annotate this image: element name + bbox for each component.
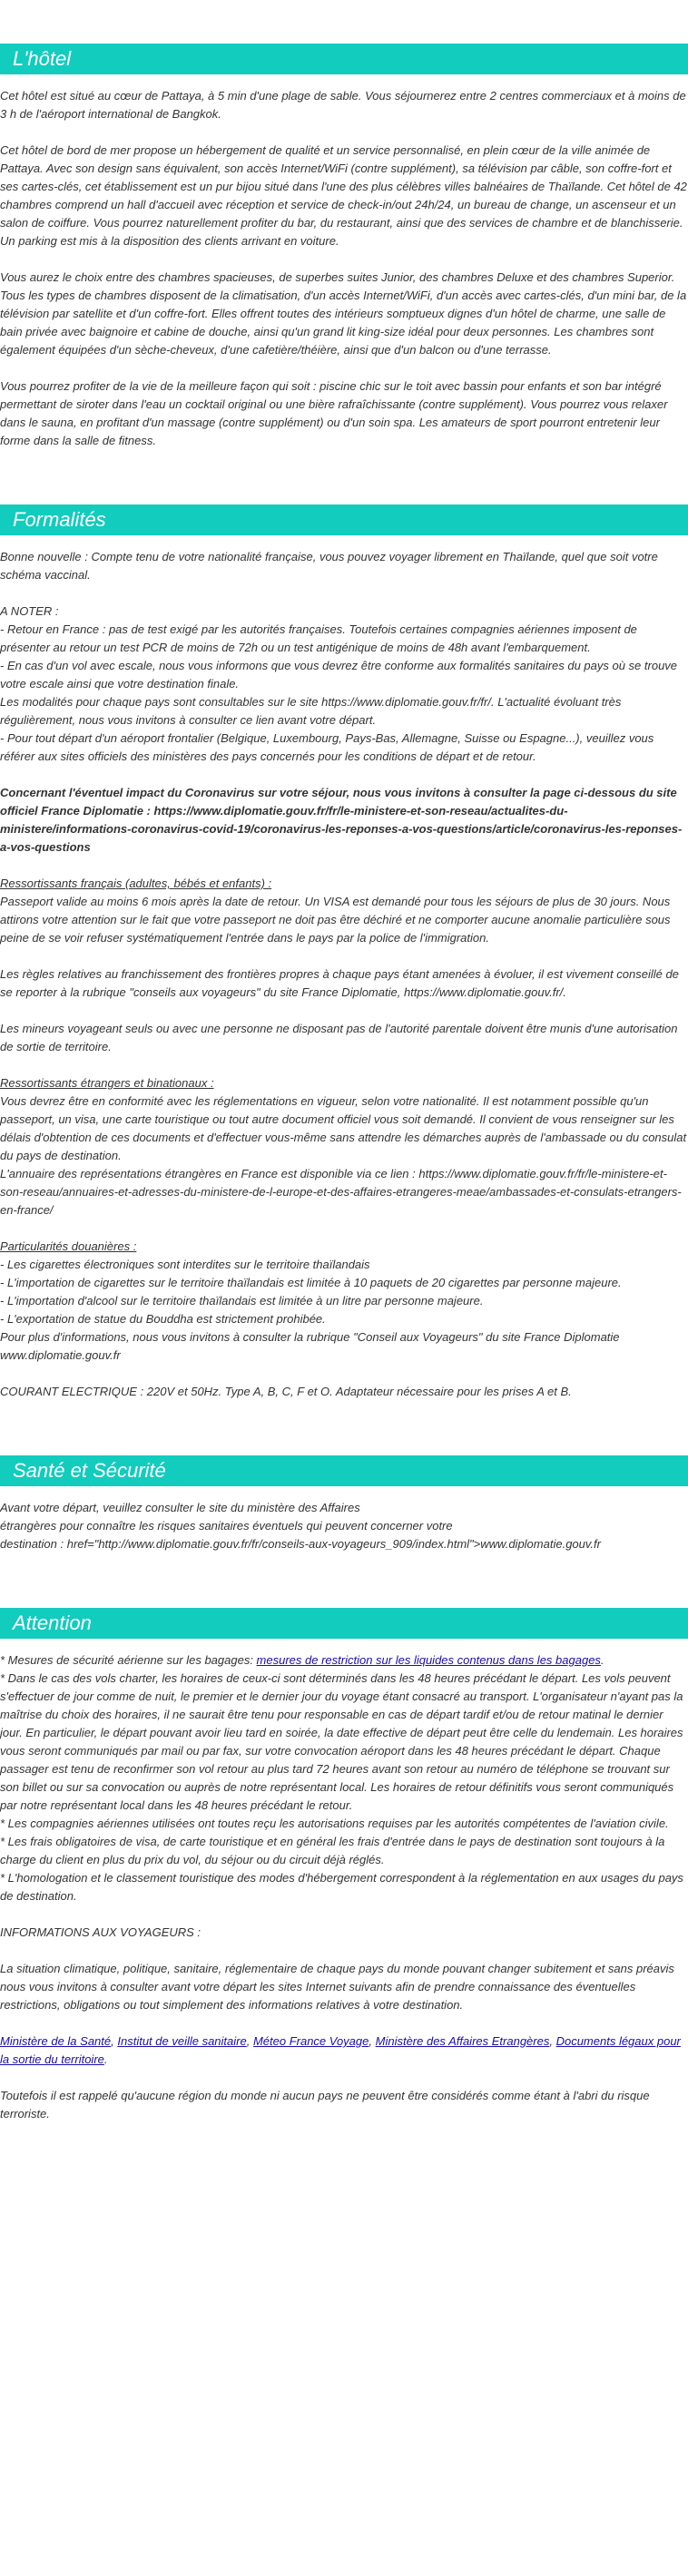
foreign-nationals-title: Ressortissants étrangers et binationaux :: [0, 1076, 214, 1090]
formalites-section-title: Formalités: [0, 504, 688, 535]
french-nationals-title: Ressortissants français (adultes, bébés et enfants) :: [0, 877, 272, 890]
customs-line: - L'importation d'alcool sur le territoire thaïlandais est limitée à un litre par personne majeure.: [0, 1294, 484, 1308]
border-rules-text: Les règles relatives au franchissement des frontières propres à chaque pays étant amenées à évoluer, il est vivement conseillé de se reporter à la rubrique "conseils aux voyageurs" du site France Diplomatie, https://www.diplomatie.gouv.fr/.: [0, 967, 679, 999]
note-line: Les modalités pour chaque pays sont consultables sur le site https://www.diplomatie.gouv.fr/fr/. L'actualité évoluant très régulièrement, nous vous invitons à consulter ce lien avant votre départ.: [0, 695, 622, 727]
terrorism-notice: Toutefois il est rappelé qu'aucune région du monde ni aucun pays ne peuvent être considérés comme étant à l'abri du risque terroriste.: [0, 2089, 650, 2121]
customs-title: Particularités douanières :: [0, 1239, 137, 1253]
sante-line: destination : href="http://www.diplomatie.gouv.fr/fr/conseils-aux-voyageurs_909/index.html">www.diplomatie.gouv.fr: [0, 1537, 601, 1551]
hotel-paragraph-4: Vous pourrez profiter de la vie de la meilleure façon qui soit : piscine chic sur le toit avec bassin pour enfants et son bar intégré permettant de siroter dans l'eau un cocktail original ou une bière rafraîchissante (contre supplément). Vous pourrez vous relaxer dans le sauna, en profitant d'un massage (contre supplément) ou d'un soin spa. Les amateurs de sport pourront entretenir leur forme dans la salle de fitness.: [0, 379, 668, 447]
link-documents-legaux[interactable]: Documents légaux pour la sortie du territoire: [0, 2034, 681, 2066]
foreign-directory-text: L'annuaire des représentations étrangères en France est disponible via ce lien : https://www.diplomatie.gouv.fr/fr/le-ministere-et-son-reseau/annuaires-et-adresses-du-ministere-de-l-europe-et-des-affaires-etrangeres-meae/ambassades-et-consulats-etrangers-en-france/: [0, 1167, 682, 1217]
link-ministere-sante[interactable]: Ministère de la Santé: [0, 2034, 112, 2048]
hotel-paragraph-2: Cet hôtel de bord de mer propose un hébergement de qualité et un service personnalisé, en plein cœur de la ville animée de Pattaya. Avec son design sans équivalent, son accès Internet/WiFi (contre supplément), sa télévision par câble, son coffre-fort et ses cartes-clés, cet établissement est un pur bijou situé dans l'une des plus célèbres villes balnéaires de Thaïlande. Cet hôtel de 42 chambres comprend un hall d'accueil avec réception et service de check-in/out 24h/24, un bureau de change, un ascenseur et un salon de coiffure. Vous pourrez naturellement profiter du bar, du restaurant, ainsi que des services de chambre et de blanchisserie. Un parking est mis à la disposition des clients arrivant en voiture.: [0, 143, 687, 248]
info-title: INFORMATIONS AUX VOYAGEURS :: [0, 1925, 201, 1939]
link-veille-sanitaire[interactable]: Institut de veille sanitaire: [117, 2034, 247, 2048]
customs-line: - L'importation de cigarettes sur le territoire thaïlandais est limitée à 10 paquets de 20 cigarettes par personne majeure.: [0, 1276, 622, 1289]
formalites-section: [0, 504, 688, 1401]
useful-links: Ministère de la Santé, Institut de veille sanitaire, Méteo France Voyage, Ministère des Affaires Etrangères, Documents légaux pour la sortie du territoire.: [0, 2034, 681, 2066]
formalites-intro: Bonne nouvelle : Compte tenu de votre nationalité française, vous pouvez voyager librement en Thaïlande, quel que soit votre schéma vaccinal.: [0, 550, 658, 582]
hotel-section: [0, 44, 688, 450]
minors-text: Les mineurs voyageant seuls ou avec une personne ne disposant pas de l'autorité parentale doivent être munis d'une autorisation de sortie de territoire.: [0, 1022, 678, 1053]
customs-line: - L'exportation de statue du Bouddha est strictement prohibée.: [0, 1312, 326, 1326]
sante-section: [0, 1455, 688, 1553]
attention-section: [0, 1608, 688, 2123]
customs-line: - Les cigarettes électroniques sont interdites sur le territoire thaïlandais: [0, 1258, 370, 1271]
fees-text: * Les frais obligatoires de visa, de carte touristique et en général les frais d'entrée dans le pays de destination sont toujours à la charge du client en plus du prix du vol, du séjour ou du circuit déjà réglés.: [0, 1835, 665, 1866]
covid-notice: Concernant l'éventuel impact du Coronavirus sur votre séjour, nous vous invitons à consulter la page ci-dessous du site officiel France Diplomatie : https://www.diplomatie.gouv.fr/fr/le-ministere-et-son-reseau/actualites-du-ministere/informations-coronavirus-covid-19/coronavirus-les-reponses-a-vos-questions/article/coronavirus-les-reponses-a-vos-questions: [0, 786, 683, 854]
note-line: - En cas d'un vol avec escale, nous vous informons que vous devrez être conforme aux formalités sanitaires du pays où se trouve votre escale ainsi que votre destination finale.: [0, 659, 678, 691]
customs-line: Pour plus d'informations, nous vous invitons à consulter la rubrique "Conseil aux Voyageurs" du site France Diplomatie www.diplomatie.gouv.fr: [0, 1330, 620, 1362]
security-suffix: .: [600, 1653, 604, 1667]
foreign-nationals-text: Vous devrez être en conformité avec les réglementations en vigueur, selon votre nationalité. Il est notamment possible qu'un passeport, un visa, une carte touristique ou tout autre document officiel vous soit demandé. Il convient de vous renseigner sur les délais d'obtention de ces documents et d'effectuer vous-même sans attendre les démarches auprès de l'ambassade ou du consulat du pays de destination.: [0, 1094, 687, 1162]
sante-section-title: Santé et Sécurité: [0, 1455, 688, 1486]
airlines-text: * Les compagnies aériennes utilisées ont toutes reçu les autorisations requises par les autorités compétentes de l'aviation civile.: [0, 1817, 669, 1830]
security-measures: [0, 1651, 688, 1670]
french-nationals-text: Passeport valide au moins 6 mois après la date de retour. Un VISA est demandé pour tous les séjours de plus de 30 jours. Nous attirons votre attention sur le fait que votre passeport ne doit pas être déchiré et ne comporter aucune anomalie particulière sous peine de se voir refuser systématiquement l'entrée dans le pays par la police de l'immigration.: [0, 895, 671, 945]
hotel-paragraph-3: Vous aurez le choix entre des chambres spacieuses, de superbes suites Junior, des chambres Deluxe et des chambres Superior. Tous les types de chambres disposent de la climatisation, d'un accès Internet/WiFi, d'un accès avec cartes-clés, d'un mini bar, de la télévision par satellite et d'un coffre-fort. Elles offrent toutes des intérieurs somptueux dignes d'un hôtel de charme, une salle de bain privée avec baignoire et cabine de douche, ainsi qu'un grand lit king-size idéal pour deux personnes. Les chambres sont également équipées d'un sèche-cheveux, d'une cafetière/théière, ainsi que d'un balcon ou d'une terrasse.: [0, 270, 687, 357]
note-line: - Retour en France : pas de test exigé par les autorités françaises. Toutefois certaines compagnies aériennes imposent de présenter au retour un test PCR de moins de 72h ou un test antigénique de moins de 48h avant l'embarquement.: [0, 622, 637, 654]
hotel-section-title: L'hôtel: [0, 44, 688, 74]
attention-section-title: Attention: [0, 1608, 688, 1639]
sante-line: étrangères pour connaître les risques sanitaires éventuels qui peuvent concerner votre: [0, 1519, 453, 1533]
link-affaires-etrangeres[interactable]: Ministère des Affaires Etrangères: [375, 2034, 550, 2048]
link-meteo-france[interactable]: Méteo France Voyage: [252, 2034, 369, 2048]
info-text: La situation climatique, politique, sanitaire, réglementaire de chaque pays du monde pouvant changer subitement et sans préavis nous vous invitons à consulter avant votre départ les sites Internet suivants afin de prendre connaissance des éventuelles restrictions, obligations ou tout simplement des informations relatives à votre destination.: [0, 1962, 674, 2012]
charter-flights-text: * Dans le cas des vols charter, les horaires de ceux-ci sont déterminés dans les 48 heures précédant le départ. Les vols peuvent s'effectuer de jour comme de nuit, le premier et le dernier jour du voyage étant consacré au transport. L'organisateur n'ayant pas la maîtrise du choix des horaires, il ne saurait être tenu pour responsable en cas de départ tardif et/ou de retour matinal le dernier jour. En particulier, le départ pouvant avoir lieu tard en soirée, la date effective de départ peut être celle du lendemain. Les horaires vous seront communiqués par mail ou par fax, sur votre convocation aéroport dans les 48 heures précédant le départ. Chaque passager est tenu de reconfirmer son vol retour au plus tard 72 heures avant son retour au numéro de téléphone se trouvant sur son billet ou sur sa convocation ou auprès de notre représentant local. Les horaires de retour définitifs vous seront communiqués par notre représentant local dans les 48 heures précédant le retour.: [0, 1671, 683, 1812]
note-line: - Pour tout départ d'un aéroport frontalier (Belgique, Luxembourg, Pays-Bas, Allemagne, Suisse ou Espagne...), veuillez vous référer aux sites officiels des ministères des pays concernés pour les conditions de départ et de retour.: [0, 731, 654, 763]
homologation-text: * L'homologation et le classement touristique des modes d'hébergement correspondent à la réglementation en aux usages du pays de destination.: [0, 1871, 683, 1903]
electric-info: COURANT ELECTRIQUE : 220V et 50Hz. Type A, B, C, F et O. Adaptateur nécessaire pour les prises A et B.: [0, 1385, 572, 1398]
hotel-paragraph-1: Cet hôtel est situé au cœur de Pattaya, à 5 min d'une plage de sable. Vous séjournerez entre 2 centres commerciaux et à moins de 3 h de l'aéroport international de Bangkok.: [0, 89, 686, 121]
note-title: A NOTER :: [0, 604, 59, 618]
liquids-restriction-link[interactable]: mesures de restriction sur les liquides contenus dans les bagages: [256, 1653, 601, 1667]
security-prefix: * Mesures de sécurité aérienne sur les bagages:: [0, 1653, 257, 1667]
sante-line: Avant votre départ, veuillez consulter le site du ministère des Affaires: [0, 1501, 360, 1514]
